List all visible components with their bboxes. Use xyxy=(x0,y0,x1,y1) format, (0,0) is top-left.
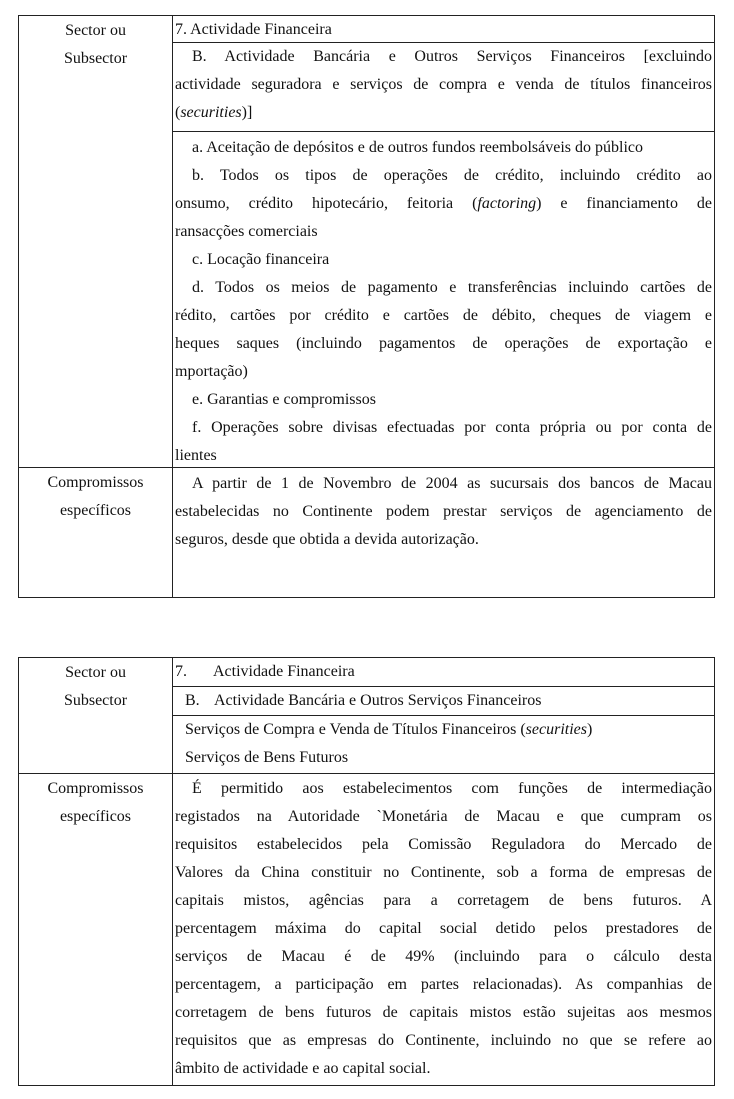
commitments-table-banking xyxy=(18,15,715,598)
commitments-label-cell xyxy=(19,774,173,1085)
securities-term: securities xyxy=(180,104,242,121)
commitments-line: registados na Autoridade `Monetária de Macau e que cumpram os xyxy=(175,808,712,825)
service-item-a: a. Aceitação de depósitos e de outros fundos reembolsáveis do público xyxy=(192,139,643,156)
sector-label-cell xyxy=(19,658,173,774)
sector-label-line: Sector ou xyxy=(65,664,126,681)
sector-number: 7. xyxy=(175,663,187,680)
subsector-letter: B. xyxy=(185,692,200,709)
factoring-term: factoring xyxy=(477,195,537,212)
subsector-title: Actividade Bancária e Outros Serviços Financeiros xyxy=(214,692,542,709)
subsector-cell xyxy=(173,42,714,131)
commitments-line: percentagem, a participação em partes relacionadas). As companhias de xyxy=(175,976,712,993)
commitments-line: corretagem de bens futuros de capitais mistos estão sujeitas aos mesmos xyxy=(175,1004,712,1021)
service-securities: Serviços de Compra e Venda de Títulos Financeiros (securities) xyxy=(185,721,593,738)
commitments-line: estabelecidas no Continente podem prestar serviços de agenciamento de xyxy=(175,503,712,520)
commitments-line: serviços de Macau é de 49% (incluindo para o cálculo desta xyxy=(175,948,712,965)
service-item-b-cont: ransacções comerciais xyxy=(175,223,318,240)
sector-label-line: Subsector xyxy=(63,692,128,709)
commitments-label-line: Compromissos xyxy=(47,474,144,491)
sector-content-column xyxy=(173,16,714,597)
commitments-line: requisitos estabelecidos pela Comissão Reguladora do Mercado de xyxy=(175,836,712,853)
sector-title-cell xyxy=(173,16,714,43)
commitments-label-line: Compromissos xyxy=(47,780,144,797)
sector-label-cell xyxy=(19,16,173,468)
sector-title: Actividade Financeira xyxy=(213,663,355,680)
sector-label-line: Subsector xyxy=(63,50,128,67)
commitments-cell xyxy=(173,773,714,1085)
service-item-d-cont: mportação) xyxy=(175,363,248,380)
subsector-cell xyxy=(173,686,714,715)
sector-title: 7. Actividade Financeira xyxy=(175,21,332,38)
sector-label-line: Sector ou xyxy=(65,22,126,39)
commitments-line: requisitos que as empresas do Continente, incluindo no que se refere ao xyxy=(175,1032,712,1049)
subsector-line: actividade seguradora e serviços de compra e venda de títulos financeiros xyxy=(175,76,712,93)
service-item-f-cont: lientes xyxy=(175,447,217,464)
securities-term: securities xyxy=(525,721,587,738)
services-cell xyxy=(173,715,714,774)
service-item-f: f. Operações sobre divisas efectuadas por conta própria ou por conta de xyxy=(192,419,712,436)
service-item-d-cont: heques saques (incluindo pagamentos de operações de exportação e xyxy=(175,335,712,352)
sector-content-column xyxy=(173,658,714,1085)
service-item-b-cont: onsumo, crédito hipotecário, feitoria (factoring) e financiamento de xyxy=(175,195,713,212)
commitments-label-cell xyxy=(19,468,173,598)
service-item-d-cont: rédito, cartões por crédito e cartões de débito, cheques de viagem e xyxy=(175,307,712,324)
commitments-cell xyxy=(173,467,714,597)
commitments-label-line: específicos xyxy=(59,808,132,825)
service-item-e: e. Garantias e compromissos xyxy=(192,391,376,408)
sector-title-cell xyxy=(173,658,714,687)
service-item-b: b. Todos os tipos de operações de crédito, incluindo crédito ao xyxy=(192,167,712,184)
subsector-line: (securities)] xyxy=(175,104,253,121)
commitments-line: capitais mistos, agências para a corretagem de bens futuros. A xyxy=(175,892,712,909)
service-futures: Serviços de Bens Futuros xyxy=(185,749,349,766)
commitments-table-securities xyxy=(18,657,715,1086)
commitments-line: seguros, desde que obtida a devida autorização. xyxy=(175,531,479,548)
commitments-line: percentagem máxima do capital social detido pelos prestadores de xyxy=(175,920,712,937)
commitments-line: Valores da China constituir no Continente, sob a forma de empresas de xyxy=(175,864,712,881)
commitments-label-line: específicos xyxy=(59,502,132,519)
commitments-line: âmbito de actividade e ao capital social. xyxy=(175,1060,431,1077)
service-item-c: c. Locação financeira xyxy=(192,251,330,268)
commitments-line: A partir de 1 de Novembro de 2004 as sucursais dos bancos de Macau xyxy=(192,475,712,492)
commitments-line: É permitido aos estabelecimentos com funções de intermediação xyxy=(192,780,712,797)
services-list-cell xyxy=(173,131,714,468)
service-item-d: d. Todos os meios de pagamento e transferências incluindo cartões de xyxy=(192,279,712,296)
subsector-line: B. Actividade Bancária e Outros Serviços Financeiros [excluindo xyxy=(192,48,712,65)
